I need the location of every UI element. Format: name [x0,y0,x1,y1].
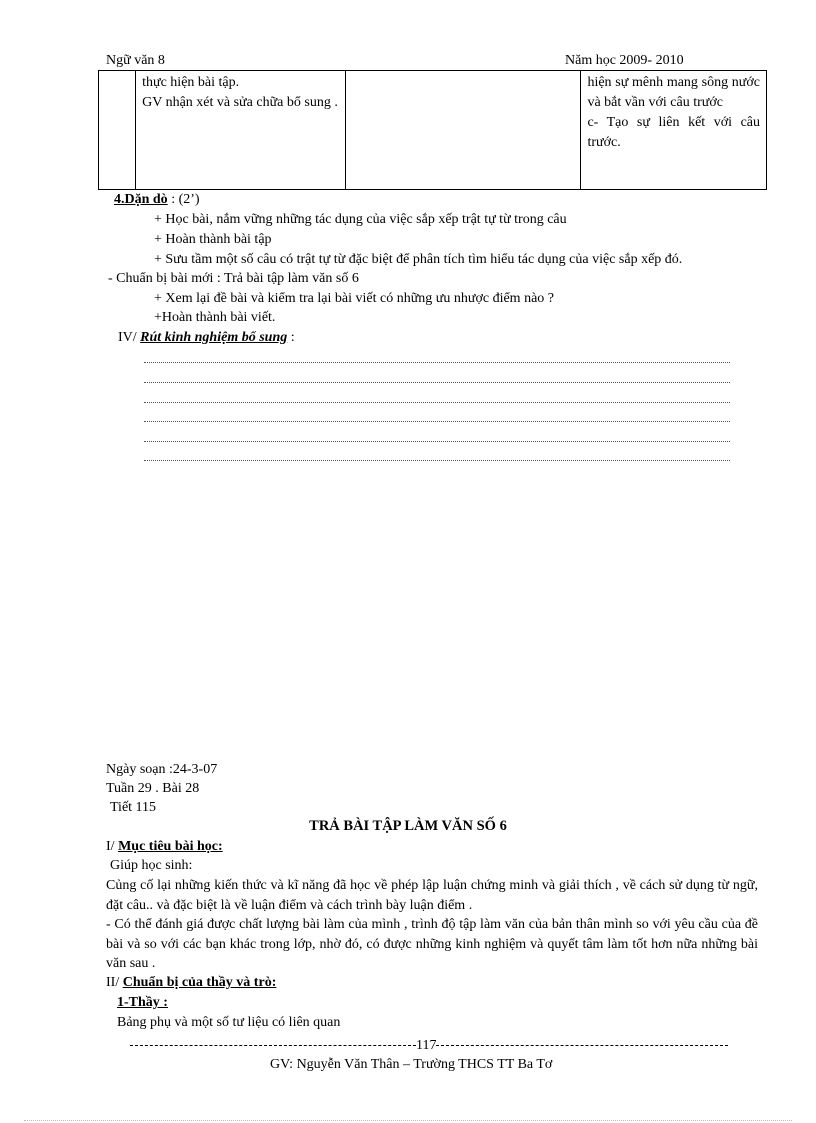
page-bottom-border [24,1120,792,1121]
homework-item: +Hoàn thành bài viết. [154,310,276,325]
table-cell-teacher-activity [136,71,346,190]
lesson-date: Ngày soạn :24-3-07 [106,762,218,777]
table-cell-content [581,71,767,190]
homework-item: + Học bài, nắm vững những tác dụng của việc sắp xếp trật tự từ trong câu [154,212,567,227]
preparation-heading-text: Chuẩn bị của thầy và trò: [122,975,277,990]
table-cell-step [99,71,136,190]
homework-item: - Chuẩn bị bài mới : Trả bài tập làm văn số 6 [108,271,359,286]
table-row [99,71,767,190]
preparation-prefix: II/ [106,975,123,990]
header-school-year: Năm học 2009- 2010 [565,53,684,68]
lesson-week: Tuần 29 . Bài 28 [106,781,200,796]
teacher-heading-text: 1-Thầy : [117,995,168,1010]
experience-heading [118,329,295,347]
footer-page-line [130,1038,734,1054]
dotted-line [144,460,730,461]
objectives-prefix: I/ [106,839,119,854]
content-line: hiện sự mênh mang sông nước và bắt vần với câu trước [587,75,760,110]
objectives-paragraph: Củng cố lại những kiến thức và kĩ năng đã học về phép lập luận chứng minh và giải thích , về cách sử dụng từ ngữ, đặt câu.. và đặc biệt là về luận điểm và cách trình bày luận điểm . [106,878,758,913]
teacher-activity-line: thực hiện bài tập. [142,75,240,90]
homework-heading-text: 4.Dặn dò [114,192,168,207]
homework-item: + Hoàn thành bài tập [154,232,272,247]
homework-heading [114,191,200,209]
dotted-line [144,362,730,363]
dotted-line [144,382,730,383]
lesson-title: TRẢ BÀI TẬP LÀM VĂN SỐ 6 [309,818,507,834]
teacher-text: Bảng phụ và một số tư liệu có liên quan [117,1015,341,1030]
page-number: 117 [416,1038,437,1053]
lesson-plan-table [98,70,767,190]
experience-suffix: : [287,330,295,345]
table-cell-student-activity [345,71,581,190]
experience-heading-text: Rút kinh nghiệm bổ sung [140,330,288,345]
content-line: c- Tạo sự liên kết với câu trước. [587,115,760,150]
dotted-line [144,441,730,442]
homework-item: + Xem lại đề bài và kiểm tra lại bài viết có những ưu nhược điểm nào ? [154,291,554,306]
lesson-period: Tiết 115 [110,800,157,815]
footer-dash [130,1045,416,1046]
objectives-heading-text: Mục tiêu bài học: [118,839,223,854]
objectives-heading [106,838,223,856]
homework-item: + Sưu tầm một số câu có trật tự từ đặc biệt để phân tích tìm hiểu tác dụng của việc sắp xếp đó. [154,252,683,267]
preparation-heading [106,974,276,992]
teacher-heading [117,994,168,1012]
homework-heading-time: : (2’) [167,192,200,207]
header-subject: Ngữ văn 8 [106,53,165,68]
objectives-intro: Giúp học sinh: [110,858,193,873]
dotted-line [144,421,730,422]
objectives-paragraph: - Có thể đánh giá được chất lượng bài làm của mình , trình độ tập làm văn của bản thân mình so với yêu cầu của đề bài và so với các bạn khác trong lớp, nhờ đó, có được những kinh nghiệm và quyết tâm làm tốt hơn nữa những bài văn sau . [106,917,758,971]
footer-author: GV: Nguyễn Văn Thân – Trường THCS TT Ba Tơ [270,1057,553,1072]
experience-prefix: IV/ [118,330,141,345]
teacher-activity-line: GV nhận xét và sửa chữa bổ sung . [142,95,338,110]
footer-dash [436,1045,728,1046]
dotted-line [144,402,730,403]
